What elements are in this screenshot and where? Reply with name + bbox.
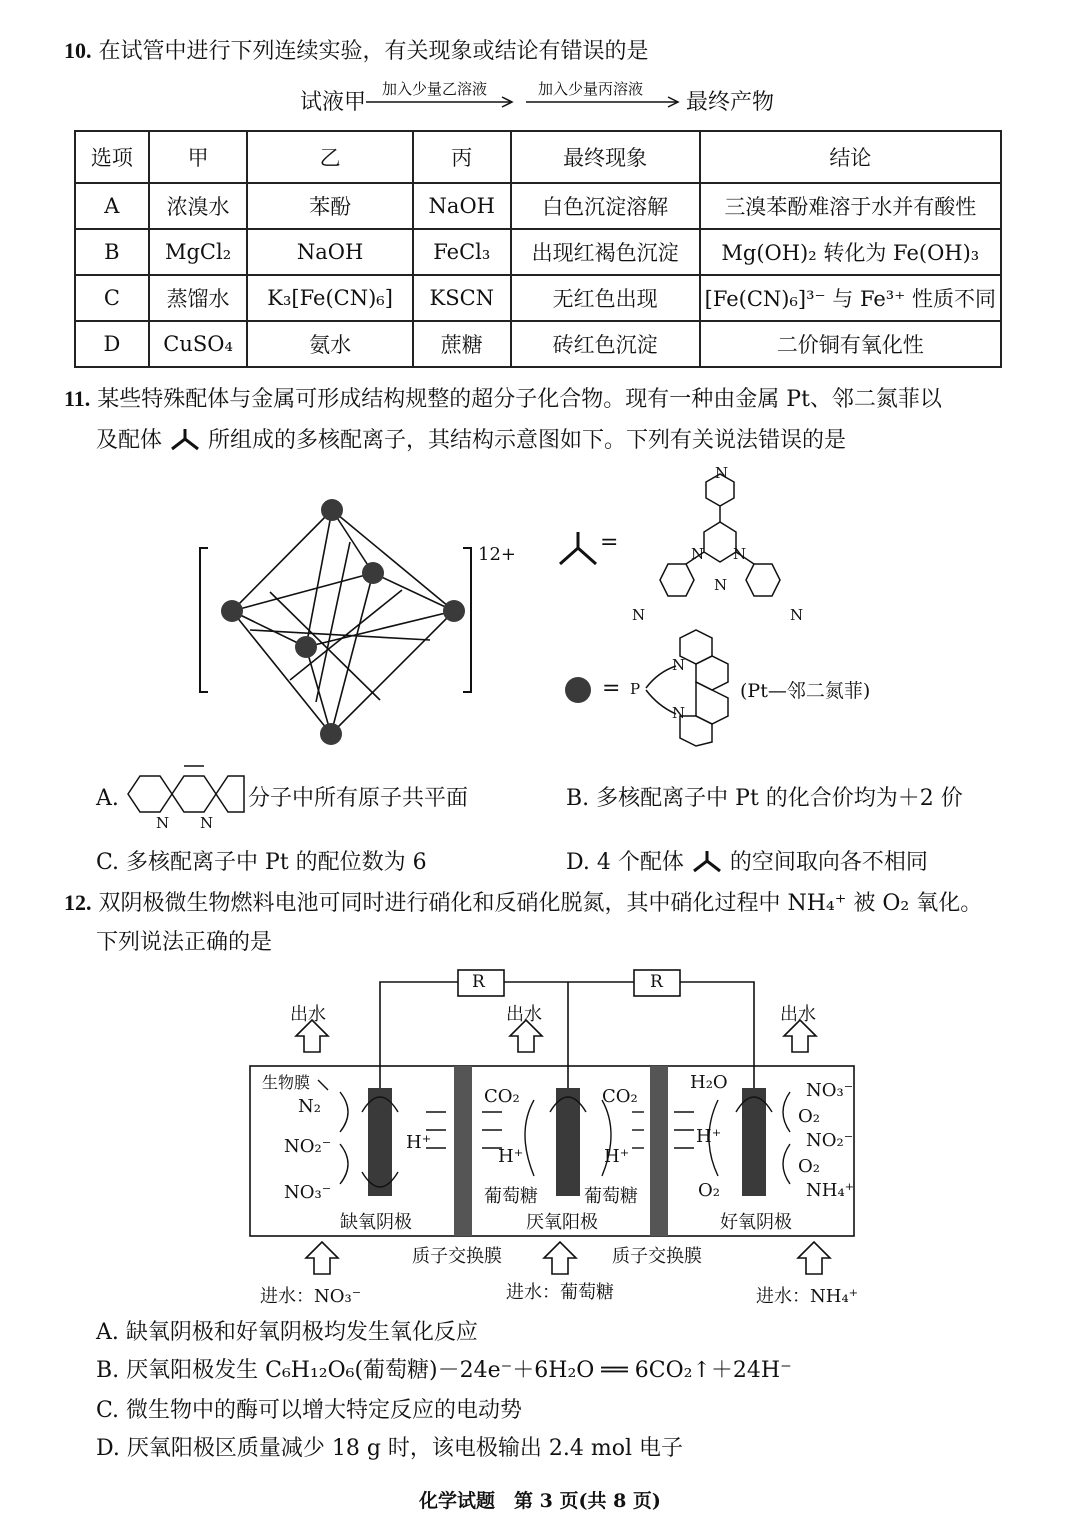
table-row [75, 183, 1001, 229]
table-header: 最终现象 [511, 131, 700, 183]
table-cell: CuSO₄ [149, 321, 248, 367]
inflow-label: 进水：葡萄糖 [506, 1282, 614, 1303]
inflow-label: 进水：NH₄⁺ [756, 1286, 859, 1307]
outflow-label: 出水 [780, 1004, 816, 1025]
cathode-label-aerobic: 好氧阴极 [720, 1212, 792, 1233]
table-header: 选项 [75, 131, 149, 183]
table-cell: 二价铜有氧化性 [700, 321, 1001, 367]
n-atom: N [672, 656, 686, 674]
q12-stem-line2: 下列说法正确的是 [96, 930, 273, 955]
no2-label: NO₂⁻ [806, 1130, 854, 1151]
hplus-label: H⁺ [498, 1146, 524, 1167]
q11-option-a[interactable]: A. [96, 786, 119, 811]
q12-option-d[interactable]: D. 厌氧阳极区质量减少 18 g 时，该电极输出 2.4 mol 电子 [96, 1436, 684, 1461]
n-atom: N [714, 576, 728, 594]
co2-label: CO₂ [484, 1086, 520, 1107]
q11-option-a-text: 分子中所有原子共平面 [248, 786, 469, 811]
table-cell: 白色沉淀溶解 [511, 183, 700, 229]
page-footer: 化学试题 第 3 页(共 8 页) [419, 1490, 661, 1512]
ligand-equals: = [600, 530, 619, 555]
outflow-label: 出水 [290, 1004, 326, 1025]
q11-stem-line2: 及配体 所组成的多核配离子，其结构示意图如下。下列有关说法错误的是 [96, 428, 847, 453]
q11-stem-line1: 11. 某些特殊配体与金属可形成结构规整的超分子化合物。现有一种由金属 Pt、邻二氮菲以 [64, 386, 942, 412]
outflow-label: 出水 [506, 1004, 542, 1025]
table-row [75, 321, 1001, 367]
table-cell: 出现红褐色沉淀 [511, 229, 700, 275]
octahedron-structure [190, 490, 530, 750]
table-cell: D [75, 321, 149, 367]
table-cell: [Fe(CN)₆]³⁻ 与 Fe³⁺ 性质不同 [700, 275, 1001, 321]
flow-arrow1-label: 加入少量乙溶液 [382, 80, 488, 98]
table-cell: FeCl₃ [413, 229, 511, 275]
phenanthroline-structure [124, 762, 248, 834]
table-header: 乙 [247, 131, 412, 183]
no3-label: NO₃⁻ [284, 1182, 332, 1203]
q11-option-b[interactable]: B. 多核配离子中 Pt 的化合价均为＋2 价 [566, 786, 963, 811]
n-atom: N [156, 814, 170, 832]
o2-label: O₂ [798, 1156, 820, 1177]
table-cell: 蒸馏水 [149, 275, 248, 321]
flow-end: 最终产物 [686, 90, 775, 115]
triazine-ligand-structure [620, 466, 820, 630]
nh4-label: NH₄⁺ [806, 1180, 855, 1201]
table-cell: 三溴苯酚难溶于水并有酸性 [700, 183, 1001, 229]
n-atom: N [691, 545, 705, 563]
table-cell: 蔗糖 [413, 321, 511, 367]
pt-ball-icon [562, 674, 596, 708]
flow-start: 试液甲 [300, 90, 367, 115]
no2-label: NO₂⁻ [284, 1136, 332, 1157]
table-cell: KSCN [413, 275, 511, 321]
q12-option-c[interactable]: C. 微生物中的酶可以增大特定反应的电动势 [96, 1398, 523, 1423]
co2-label: CO₂ [602, 1086, 638, 1107]
charge-label: 12+ [478, 544, 516, 565]
anode-label: 厌氧阳极 [526, 1212, 598, 1233]
hplus-label: H⁺ [406, 1132, 432, 1153]
q11-option-c[interactable]: C. 多核配离子中 Pt 的配位数为 6 [96, 850, 427, 875]
h2o-label: H₂O [690, 1072, 728, 1093]
q12-option-b[interactable]: B. 厌氧阳极发生 C₆H₁₂O₆(葡萄糖)－24e⁻＋6H₂O ══ 6CO₂↑＋24H⁻ [96, 1358, 792, 1383]
table-cell: B [75, 229, 149, 275]
q10-flow [300, 78, 800, 122]
table-cell: 无红色出现 [511, 275, 700, 321]
n2-label: N₂ [298, 1096, 321, 1117]
resistor-label: R [650, 972, 663, 992]
flow-arrow2-label: 加入少量丙溶液 [538, 80, 644, 98]
table-cell: NaOH [413, 183, 511, 229]
table-cell: 氨水 [247, 321, 412, 367]
pt-atom: P [630, 680, 641, 698]
table-cell: A [75, 183, 149, 229]
o2-label: O₂ [698, 1180, 720, 1201]
biofilm-label: 生物膜 [262, 1073, 311, 1092]
ligand-symbol-icon [556, 528, 606, 570]
resistor-label: R [472, 972, 485, 992]
table-cell: NaOH [247, 229, 412, 275]
glucose-label: 葡萄糖 [484, 1186, 538, 1207]
glucose-label: 葡萄糖 [584, 1186, 638, 1207]
cathode-label-anoxic: 缺氧阴极 [340, 1212, 412, 1233]
table-cell: 砖红色沉淀 [511, 321, 700, 367]
table-row [75, 229, 1001, 275]
membrane-label: 质子交换膜 [412, 1246, 502, 1267]
n-atom: N [790, 606, 804, 624]
q10-stem: 10. 在试管中进行下列连续实验，有关现象或结论有错误的是 [64, 38, 649, 64]
inflow-label: 进水：NO₃⁻ [260, 1286, 362, 1307]
table-cell: 苯酚 [247, 183, 412, 229]
table-header: 丙 [413, 131, 511, 183]
table-cell: C [75, 275, 149, 321]
q12-option-a[interactable]: A. 缺氧阴极和好氧阴极均发生氧化反应 [96, 1320, 478, 1345]
pt-phen-structure [628, 628, 738, 748]
table-cell: Mg(OH)₂ 转化为 Fe(OH)₃ [700, 229, 1001, 275]
q11-option-d[interactable]: D. 4 个配体 的空间取向各不相同 [566, 850, 928, 875]
hplus-label: H⁺ [696, 1126, 722, 1147]
n-atom: N [672, 704, 686, 722]
pt-label: (Pt—邻二氮菲) [740, 680, 871, 702]
membrane-label: 质子交换膜 [612, 1246, 702, 1267]
table-header: 甲 [149, 131, 248, 183]
table-row [75, 275, 1001, 321]
table-cell: 浓溴水 [149, 183, 248, 229]
ligand-symbol-icon [169, 427, 201, 451]
pt-equals: = [602, 676, 621, 701]
n-atom: N [200, 814, 214, 832]
q10-table [74, 130, 1002, 368]
table-cell: K₃[Fe(CN)₆] [247, 275, 412, 321]
ligand-symbol-icon [691, 849, 723, 873]
n-atom: N [632, 606, 646, 624]
flow-arrows [366, 94, 686, 108]
table-header: 结论 [700, 131, 1001, 183]
fuel-cell-diagram [240, 962, 880, 1314]
o2-label: O₂ [798, 1106, 820, 1127]
hplus-label: H⁺ [604, 1146, 630, 1167]
n-atom: N [715, 466, 729, 482]
table-cell: MgCl₂ [149, 229, 248, 275]
n-atom: N [733, 545, 747, 563]
q12-stem-line1: 12. 双阴极微生物燃料电池可同时进行硝化和反硝化脱氮，其中硝化过程中 NH₄⁺ 被 O₂ 氧化。 [64, 890, 983, 916]
table-header-row [75, 131, 1001, 183]
no3-label: NO₃⁻ [806, 1080, 854, 1101]
